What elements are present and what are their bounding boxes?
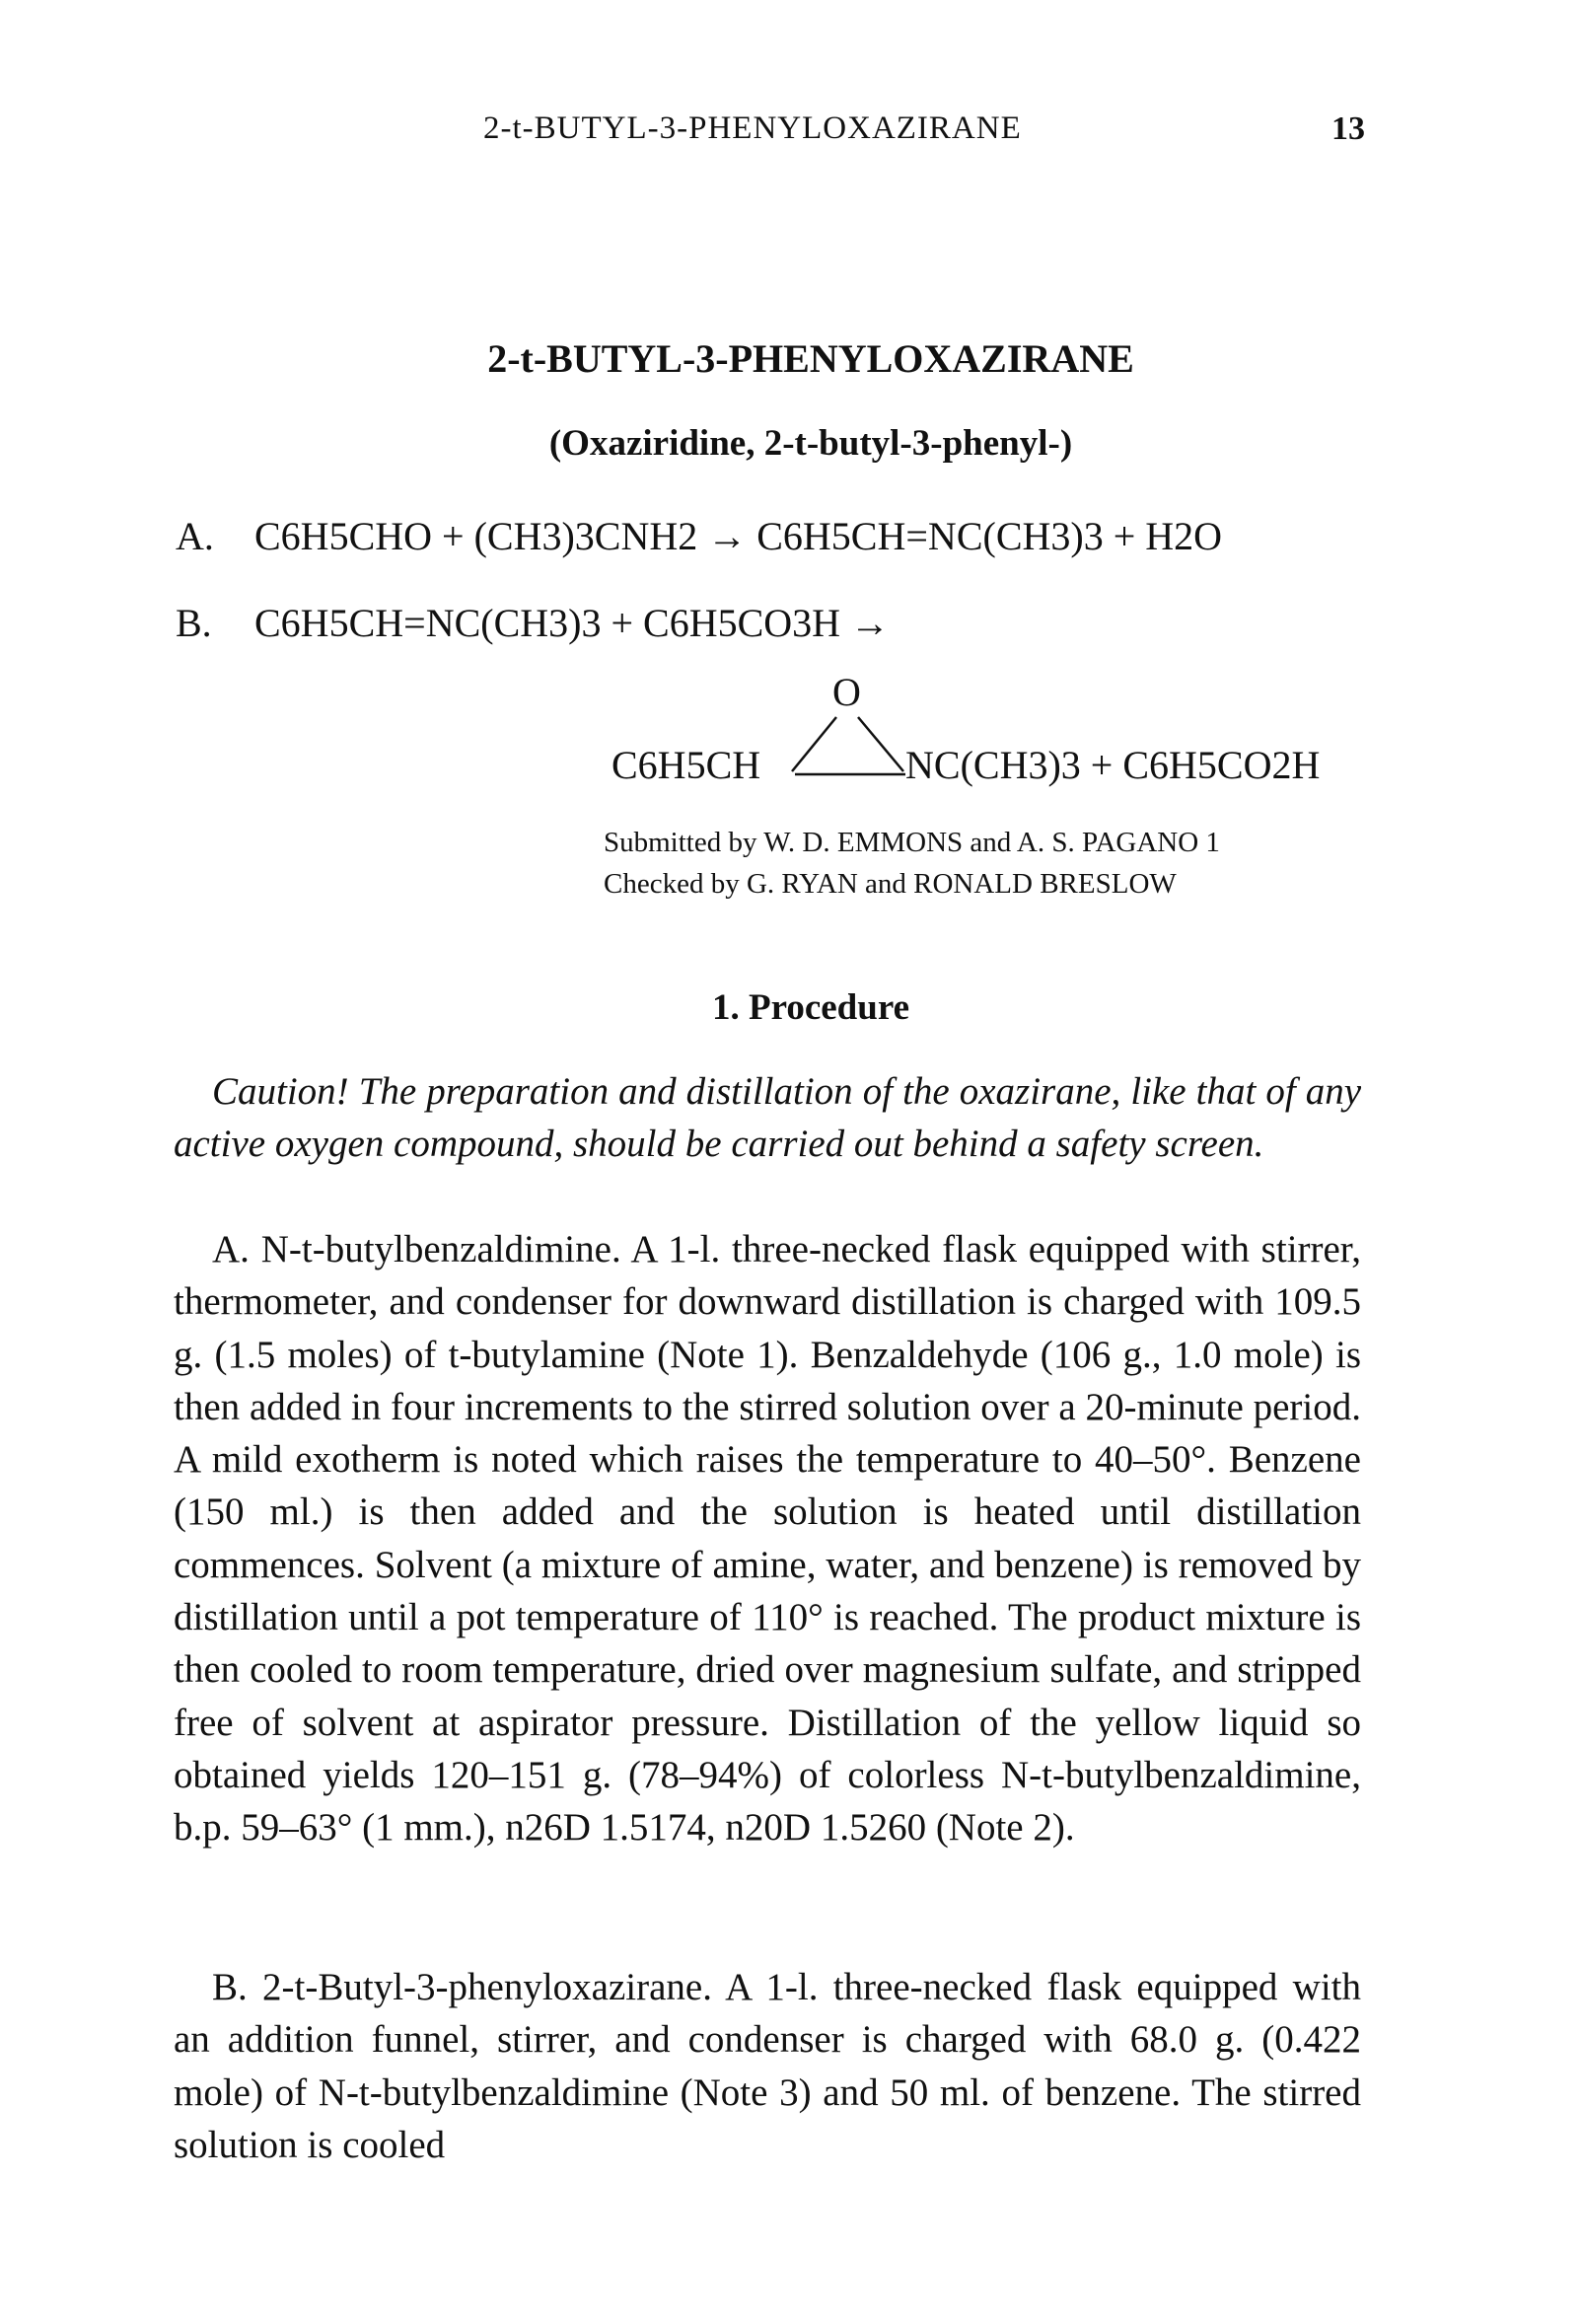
caution-paragraph: Caution! The preparation and distillation of the oxazirane, like that of any active oxygen compound, should be carried out behind a safety screen. (174, 1070, 1361, 1166)
submitted-by: Submitted by W. D. EMMONS and A. S. PAGANO 1 (604, 827, 1220, 858)
ring-right-group: NC(CH3)3 + C6H5CO2H (905, 743, 1321, 787)
checked-by: Checked by G. RYAN and RONALD BRESLOW (604, 868, 1177, 900)
running-title: 2-t-BUTYL-3-PHENYLOXAZIRANE (483, 110, 1022, 146)
ring-left-group: C6H5CH (611, 743, 761, 787)
equation-b (176, 600, 890, 646)
equation-a (176, 513, 1222, 559)
equation-a-label: A. (176, 514, 214, 558)
procedure-heading: 1. Procedure (711, 987, 910, 1028)
page-number: 13 (1331, 110, 1365, 147)
ring-bond-o-n (858, 717, 903, 771)
equation-b-text: C6H5CH=NC(CH3)3 + C6H5CO3H → (254, 601, 891, 645)
part-a-paragraph: A. N-t-butylbenzaldimine. A 1-l. three-necked flask equipped with stirrer, thermometer, and condenser for downward distillation is charged with 109.5 g. (1.5 moles) of t-butylamine (Note 1). Benzaldehyde (106 g., 1.0 mole) is then added in four increments to the stirred solution over a 20-minute period. A mild exotherm is noted which raises the temperature to 40–50°. Benzene (150 ml.) is then added and the solution is heated until distillation commences. Solvent (a mixture of amine, water, and benzene) is removed by distillation until a pot temperature of 110° is reached. The product mixture is then cooled to room temperature, dried over magnesium sulfate, and stripped free of solvent at aspirator pressure. Distillation of the yellow liquid so obtained yields 120–151 g. (78–94%) of colorless N-t-butylbenzaldimine, b.p. 59–63° (1 mm.), n26D 1.5174, n20D 1.5260 (Note 2). (174, 1228, 1361, 1850)
ring-bond-c-o (792, 717, 836, 771)
equation-a-text: C6H5CHO + (CH3)3CNH2 → C6H5CH=NC(CH3)3 + H2O (254, 514, 1223, 558)
page-header (0, 110, 1582, 156)
compound-title: 2-t-BUTYL-3-PHENYLOXAZIRANE (487, 336, 1134, 381)
part-b-paragraph: B. 2-t-Butyl-3-phenyloxazirane. A 1-l. three-necked flask equipped with an addition funnel, stirrer, and condenser is charged with 68.0 g. (0.422 mole) of N-t-butylbenzaldimine (Note 3) and 50 ml. of benzene. The stirred solution is cooled (174, 1966, 1361, 2166)
ring-oxygen: O (832, 670, 861, 714)
compound-subtitle: (Oxaziridine, 2-t-butyl-3-phenyl-) (548, 423, 1073, 464)
equation-b-label: B. (176, 601, 212, 645)
